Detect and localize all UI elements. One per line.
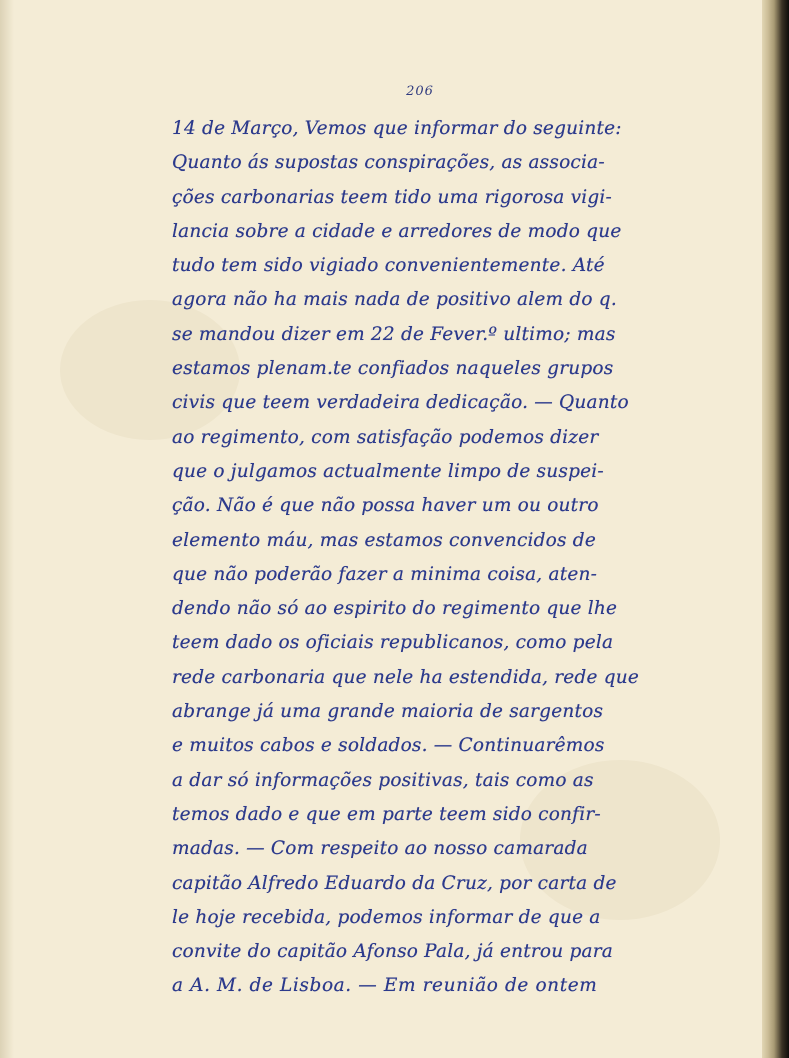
text-line: estamos plenam.te confiados naqueles grupos	[172, 358, 614, 380]
text-line: 14 de Março, Vemos que informar do seguinte:	[172, 118, 622, 139]
text-line: que não poderão fazer a minima coisa, aten-	[172, 563, 598, 585]
text-line: capitão Alfredo Eduardo da Cruz, por carta de	[172, 872, 617, 894]
text-line: le hoje recebida, podemos informar de que a	[172, 906, 601, 928]
text-line: ção. Não é que não possa haver um ou outro	[172, 495, 599, 517]
text-line: que o julgamos actualmente limpo de suspei-	[172, 460, 604, 482]
text-line: dendo não só ao espirito do regimento que lhe	[172, 598, 618, 620]
text-line: agora não ha mais nada de positivo alem do q.	[172, 289, 617, 311]
text-line: rede carbonaria que nele ha estendida, rede que	[172, 666, 640, 688]
text-line: convite do capitão Afonso Pala, já entrou para	[172, 941, 614, 963]
text-line: temos dado e que em parte teem sido confir-	[172, 803, 601, 825]
page-edge	[762, 0, 789, 1058]
text-line: tudo tem sido vigiado convenientemente. Até	[172, 255, 605, 277]
text-line: e muitos cabos e soldados. — Continuarêmos	[172, 735, 605, 757]
text-line: lancia sobre a cidade e arredores de modo que	[172, 220, 622, 242]
page-number: 206	[406, 84, 434, 99]
text-line: Quanto ás supostas conspirações, as associa-	[172, 152, 605, 174]
text-line: a A. M. de Lisboa. — Em reunião de ontem	[172, 975, 598, 997]
text-line: se mandou dizer em 22 de Fever.º ultimo; mas	[172, 323, 616, 345]
text-line: ções carbonarias teem tido uma rigorosa vigi-	[172, 186, 612, 208]
text-line: abrange já uma grande maioria de sargentos	[172, 701, 604, 723]
page-binding-shadow	[0, 0, 14, 1058]
text-line: civis que teem verdadeira dedicação. — Quanto	[172, 392, 629, 414]
handwritten-text-body	[172, 112, 682, 1004]
text-line: a dar só informações positivas, tais como as	[172, 769, 594, 791]
text-line: elemento máu, mas estamos convencidos de	[172, 529, 596, 551]
text-line: ao regimento, com satisfação podemos dizer	[172, 426, 599, 448]
text-line: madas. — Com respeito ao nosso camarada	[172, 838, 588, 860]
text-line: teem dado os oficiais republicanos, como pela	[172, 632, 614, 654]
